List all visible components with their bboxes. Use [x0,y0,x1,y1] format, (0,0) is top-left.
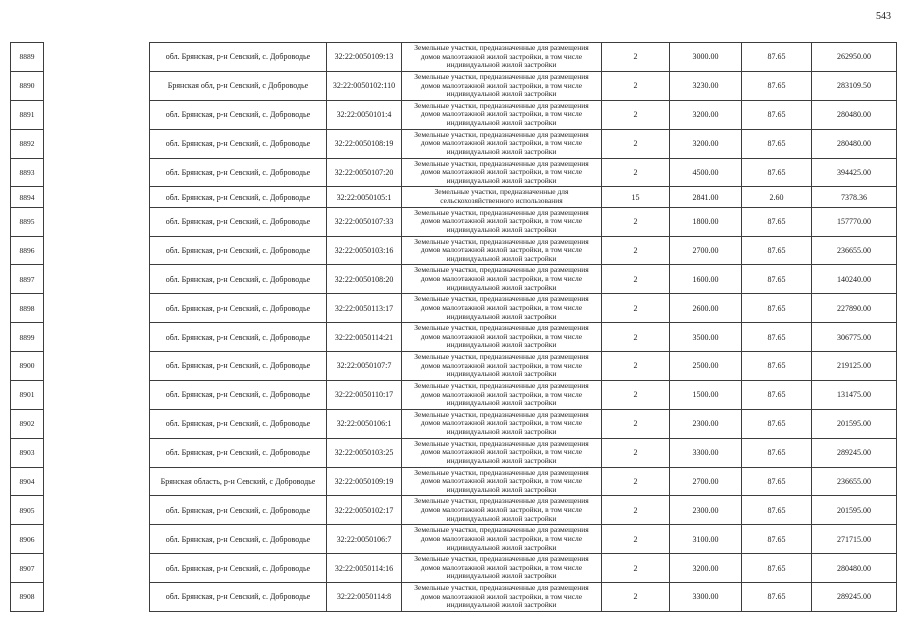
row-spacer [44,294,150,323]
area-value-cell: 3230.00 [670,71,742,100]
location-cell: обл. Брянская, р-н Севский, с. Доброводье [150,438,327,467]
location-cell: обл. Брянская, р-н Севский, с. Доброводье [150,158,327,187]
rate-cell: 87.65 [742,265,812,294]
total-value-cell: 131475.00 [812,380,897,409]
table-row [11,352,897,381]
location-cell: обл. Брянская, р-н Севский, с. Доброводье [150,265,327,294]
total-value-cell: 236655.00 [812,236,897,265]
total-value-cell: 236655.00 [812,467,897,496]
rate-cell: 87.65 [742,294,812,323]
land-use-description-cell: Земельные участки, предназначенные для размещения домов малоэтажной жилой застройки, в том числе индивидуальной жилой застройки [402,467,602,496]
row-id-cell: 8890 [11,71,44,100]
land-use-description-cell: Земельные участки, предназначенные для размещения домов малоэтажной жилой застройки, в том числе индивидуальной жилой застройки [402,438,602,467]
land-use-description-cell: Земельные участки, предназначенные для размещения домов малоэтажной жилой застройки, в том числе индивидуальной жилой застройки [402,207,602,236]
total-value-cell: 283109.50 [812,71,897,100]
cadastral-number-cell: 32:22:0050113:17 [327,294,402,323]
land-use-description-cell: Земельные участки, предназначенные для размещения домов малоэтажной жилой застройки, в том числе индивидуальной жилой застройки [402,71,602,100]
area-value-cell: 3500.00 [670,323,742,352]
row-spacer [44,323,150,352]
table-row [11,265,897,294]
land-use-description-cell: Земельные участки, предназначенные для размещения домов малоэтажной жилой застройки, в том числе индивидуальной жилой застройки [402,236,602,265]
total-value-cell: 201595.00 [812,409,897,438]
row-spacer [44,352,150,381]
location-cell: обл. Брянская, р-н Севский, с. Доброводье [150,100,327,129]
row-id-cell: 8907 [11,554,44,583]
cadastral-number-cell: 32:22:0050103:25 [327,438,402,467]
row-id-cell: 8906 [11,525,44,554]
area-value-cell: 2841.00 [670,187,742,207]
total-value-cell: 227890.00 [812,294,897,323]
cadastral-number-cell: 32:22:0050105:1 [327,187,402,207]
area-value-cell: 3300.00 [670,583,742,612]
table-row [11,525,897,554]
table-row [11,187,897,207]
land-use-description-cell: Земельные участки, предназначенные для размещения домов малоэтажной жилой застройки, в том числе индивидуальной жилой застройки [402,43,602,72]
cadastral-number-cell: 32:22:0050109:13 [327,43,402,72]
rate-cell: 87.65 [742,583,812,612]
area-value-cell: 3200.00 [670,100,742,129]
count-cell: 2 [602,438,670,467]
row-id-cell: 8889 [11,43,44,72]
cadastral-number-cell: 32:22:0050102:110 [327,71,402,100]
land-use-description-cell: Земельные участки, предназначенные для размещения домов малоэтажной жилой застройки, в том числе индивидуальной жилой застройки [402,554,602,583]
cadastral-number-cell: 32:22:0050101:4 [327,100,402,129]
total-value-cell: 219125.00 [812,352,897,381]
land-use-description-cell: Земельные участки, предназначенные для сельскохозяйственного использования [402,187,602,207]
row-id-cell: 8897 [11,265,44,294]
cadastral-number-cell: 32:22:0050106:7 [327,525,402,554]
row-id-cell: 8895 [11,207,44,236]
row-spacer [44,158,150,187]
location-cell: обл. Брянская, р-н Севский, с. Доброводье [150,352,327,381]
rate-cell: 87.65 [742,380,812,409]
location-cell: обл. Брянская, р-н Севский, с. Доброводье [150,496,327,525]
row-id-cell: 8891 [11,100,44,129]
row-spacer [44,265,150,294]
row-spacer [44,100,150,129]
table-row [11,438,897,467]
cadastral-number-cell: 32:22:0050106:1 [327,409,402,438]
location-cell: обл. Брянская, р-н Севский, с. Доброводье [150,129,327,158]
page-number: 543 [876,11,891,22]
total-value-cell: 280480.00 [812,129,897,158]
rate-cell: 87.65 [742,129,812,158]
location-cell: обл. Брянская, р-н Севский, с. Доброводье [150,409,327,438]
table-row [11,323,897,352]
area-value-cell: 1600.00 [670,265,742,294]
total-value-cell: 289245.00 [812,583,897,612]
cadastral-number-cell: 32:22:0050114:21 [327,323,402,352]
cadastral-number-cell: 32:22:0050107:7 [327,352,402,381]
rate-cell: 87.65 [742,352,812,381]
land-use-description-cell: Земельные участки, предназначенные для размещения домов малоэтажной жилой застройки, в том числе индивидуальной жилой застройки [402,323,602,352]
location-cell: обл. Брянская, р-н Севский, с. Доброводье [150,525,327,554]
rate-cell: 87.65 [742,409,812,438]
total-value-cell: 271715.00 [812,525,897,554]
row-spacer [44,236,150,265]
count-cell: 2 [602,71,670,100]
land-use-description-cell: Земельные участки, предназначенные для размещения домов малоэтажной жилой застройки, в том числе индивидуальной жилой застройки [402,496,602,525]
table-row [11,129,897,158]
location-cell: Брянская область, р-н Севский, с Доброводье [150,467,327,496]
cadastral-number-cell: 32:22:0050107:33 [327,207,402,236]
table-row [11,236,897,265]
location-cell: обл. Брянская, р-н Севский, с. Доброводье [150,187,327,207]
rate-cell: 87.65 [742,207,812,236]
count-cell: 2 [602,323,670,352]
area-value-cell: 2700.00 [670,467,742,496]
land-use-description-cell: Земельные участки, предназначенные для размещения домов малоэтажной жилой застройки, в том числе индивидуальной жилой застройки [402,129,602,158]
land-parcel-table [10,42,897,612]
table-row [11,496,897,525]
row-spacer [44,496,150,525]
row-spacer [44,554,150,583]
area-value-cell: 2300.00 [670,496,742,525]
count-cell: 2 [602,380,670,409]
area-value-cell: 3300.00 [670,438,742,467]
row-spacer [44,583,150,612]
row-id-cell: 8908 [11,583,44,612]
count-cell: 2 [602,554,670,583]
table-row [11,100,897,129]
total-value-cell: 262950.00 [812,43,897,72]
count-cell: 2 [602,352,670,381]
area-value-cell: 3200.00 [670,554,742,583]
land-use-description-cell: Земельные участки, предназначенные для размещения домов малоэтажной жилой застройки, в том числе индивидуальной жилой застройки [402,583,602,612]
cadastral-number-cell: 32:22:0050108:20 [327,265,402,294]
rate-cell: 87.65 [742,323,812,352]
table-row [11,158,897,187]
rate-cell: 87.65 [742,554,812,583]
row-id-cell: 8902 [11,409,44,438]
row-id-cell: 8905 [11,496,44,525]
area-value-cell: 3000.00 [670,43,742,72]
table-row [11,71,897,100]
table-row [11,467,897,496]
count-cell: 2 [602,409,670,438]
count-cell: 2 [602,525,670,554]
table-row [11,207,897,236]
total-value-cell: 201595.00 [812,496,897,525]
count-cell: 2 [602,583,670,612]
location-cell: Брянская обл, р-н Севский, с Доброводье [150,71,327,100]
table-row [11,409,897,438]
location-cell: обл. Брянская, р-н Севский, с. Доброводье [150,236,327,265]
row-id-cell: 8900 [11,352,44,381]
total-value-cell: 394425.00 [812,158,897,187]
location-cell: обл. Брянская, р-н Севский, с. Доброводье [150,294,327,323]
land-use-description-cell: Земельные участки, предназначенные для размещения домов малоэтажной жилой застройки, в том числе индивидуальной жилой застройки [402,409,602,438]
count-cell: 2 [602,467,670,496]
row-id-cell: 8904 [11,467,44,496]
cadastral-number-cell: 32:22:0050103:16 [327,236,402,265]
rate-cell: 87.65 [742,496,812,525]
row-spacer [44,380,150,409]
table-row [11,294,897,323]
land-use-description-cell: Земельные участки, предназначенные для размещения домов малоэтажной жилой застройки, в том числе индивидуальной жилой застройки [402,380,602,409]
total-value-cell: 157770.00 [812,207,897,236]
row-spacer [44,409,150,438]
row-id-cell: 8899 [11,323,44,352]
total-value-cell: 280480.00 [812,100,897,129]
row-spacer [44,438,150,467]
count-cell: 15 [602,187,670,207]
rate-cell: 2.60 [742,187,812,207]
cadastral-number-cell: 32:22:0050110:17 [327,380,402,409]
rate-cell: 87.65 [742,71,812,100]
area-value-cell: 1800.00 [670,207,742,236]
table-row [11,554,897,583]
location-cell: обл. Брянская, р-н Севский, с. Доброводье [150,323,327,352]
row-id-cell: 8903 [11,438,44,467]
row-id-cell: 8898 [11,294,44,323]
area-value-cell: 1500.00 [670,380,742,409]
location-cell: обл. Брянская, р-н Севский, с. Доброводье [150,380,327,409]
location-cell: обл. Брянская, р-н Севский, с. Доброводье [150,554,327,583]
cadastral-number-cell: 32:22:0050108:19 [327,129,402,158]
area-value-cell: 2300.00 [670,409,742,438]
rate-cell: 87.65 [742,525,812,554]
area-value-cell: 3200.00 [670,129,742,158]
location-cell: обл. Брянская, р-н Севский, с. Доброводье [150,207,327,236]
total-value-cell: 306775.00 [812,323,897,352]
count-cell: 2 [602,236,670,265]
total-value-cell: 7378.36 [812,187,897,207]
count-cell: 2 [602,158,670,187]
area-value-cell: 2500.00 [670,352,742,381]
land-use-description-cell: Земельные участки, предназначенные для размещения домов малоэтажной жилой застройки, в том числе индивидуальной жилой застройки [402,265,602,294]
land-use-description-cell: Земельные участки, предназначенные для размещения домов малоэтажной жилой застройки, в том числе индивидуальной жилой застройки [402,525,602,554]
count-cell: 2 [602,265,670,294]
land-use-description-cell: Земельные участки, предназначенные для размещения домов малоэтажной жилой застройки, в том числе индивидуальной жилой застройки [402,100,602,129]
row-id-cell: 8896 [11,236,44,265]
cadastral-number-cell: 32:22:0050102:17 [327,496,402,525]
count-cell: 2 [602,207,670,236]
table-row [11,43,897,72]
rate-cell: 87.65 [742,236,812,265]
row-id-cell: 8893 [11,158,44,187]
area-value-cell: 3100.00 [670,525,742,554]
total-value-cell: 280480.00 [812,554,897,583]
total-value-cell: 289245.00 [812,438,897,467]
cadastral-number-cell: 32:22:0050114:8 [327,583,402,612]
count-cell: 2 [602,129,670,158]
row-id-cell: 8894 [11,187,44,207]
location-cell: обл. Брянская, р-н Севский, с. Доброводье [150,583,327,612]
count-cell: 2 [602,496,670,525]
cadastral-number-cell: 32:22:0050107:20 [327,158,402,187]
rate-cell: 87.65 [742,467,812,496]
row-spacer [44,43,150,72]
cadastral-number-cell: 32:22:0050114:16 [327,554,402,583]
row-spacer [44,187,150,207]
cadastral-number-cell: 32:22:0050109:19 [327,467,402,496]
row-spacer [44,129,150,158]
rate-cell: 87.65 [742,100,812,129]
area-value-cell: 2600.00 [670,294,742,323]
row-id-cell: 8901 [11,380,44,409]
area-value-cell: 2700.00 [670,236,742,265]
rate-cell: 87.65 [742,438,812,467]
area-value-cell: 4500.00 [670,158,742,187]
table-row [11,583,897,612]
count-cell: 2 [602,43,670,72]
row-spacer [44,467,150,496]
row-spacer [44,525,150,554]
total-value-cell: 140240.00 [812,265,897,294]
land-use-description-cell: Земельные участки, предназначенные для размещения домов малоэтажной жилой застройки, в том числе индивидуальной жилой застройки [402,294,602,323]
location-cell: обл. Брянская, р-н Севский, с. Доброводье [150,43,327,72]
row-spacer [44,71,150,100]
rate-cell: 87.65 [742,158,812,187]
land-use-description-cell: Земельные участки, предназначенные для размещения домов малоэтажной жилой застройки, в том числе индивидуальной жилой застройки [402,352,602,381]
land-use-description-cell: Земельные участки, предназначенные для размещения домов малоэтажной жилой застройки, в том числе индивидуальной жилой застройки [402,158,602,187]
count-cell: 2 [602,294,670,323]
rate-cell: 87.65 [742,43,812,72]
table-body [11,43,897,612]
table-row [11,380,897,409]
row-spacer [44,207,150,236]
row-id-cell: 8892 [11,129,44,158]
count-cell: 2 [602,100,670,129]
